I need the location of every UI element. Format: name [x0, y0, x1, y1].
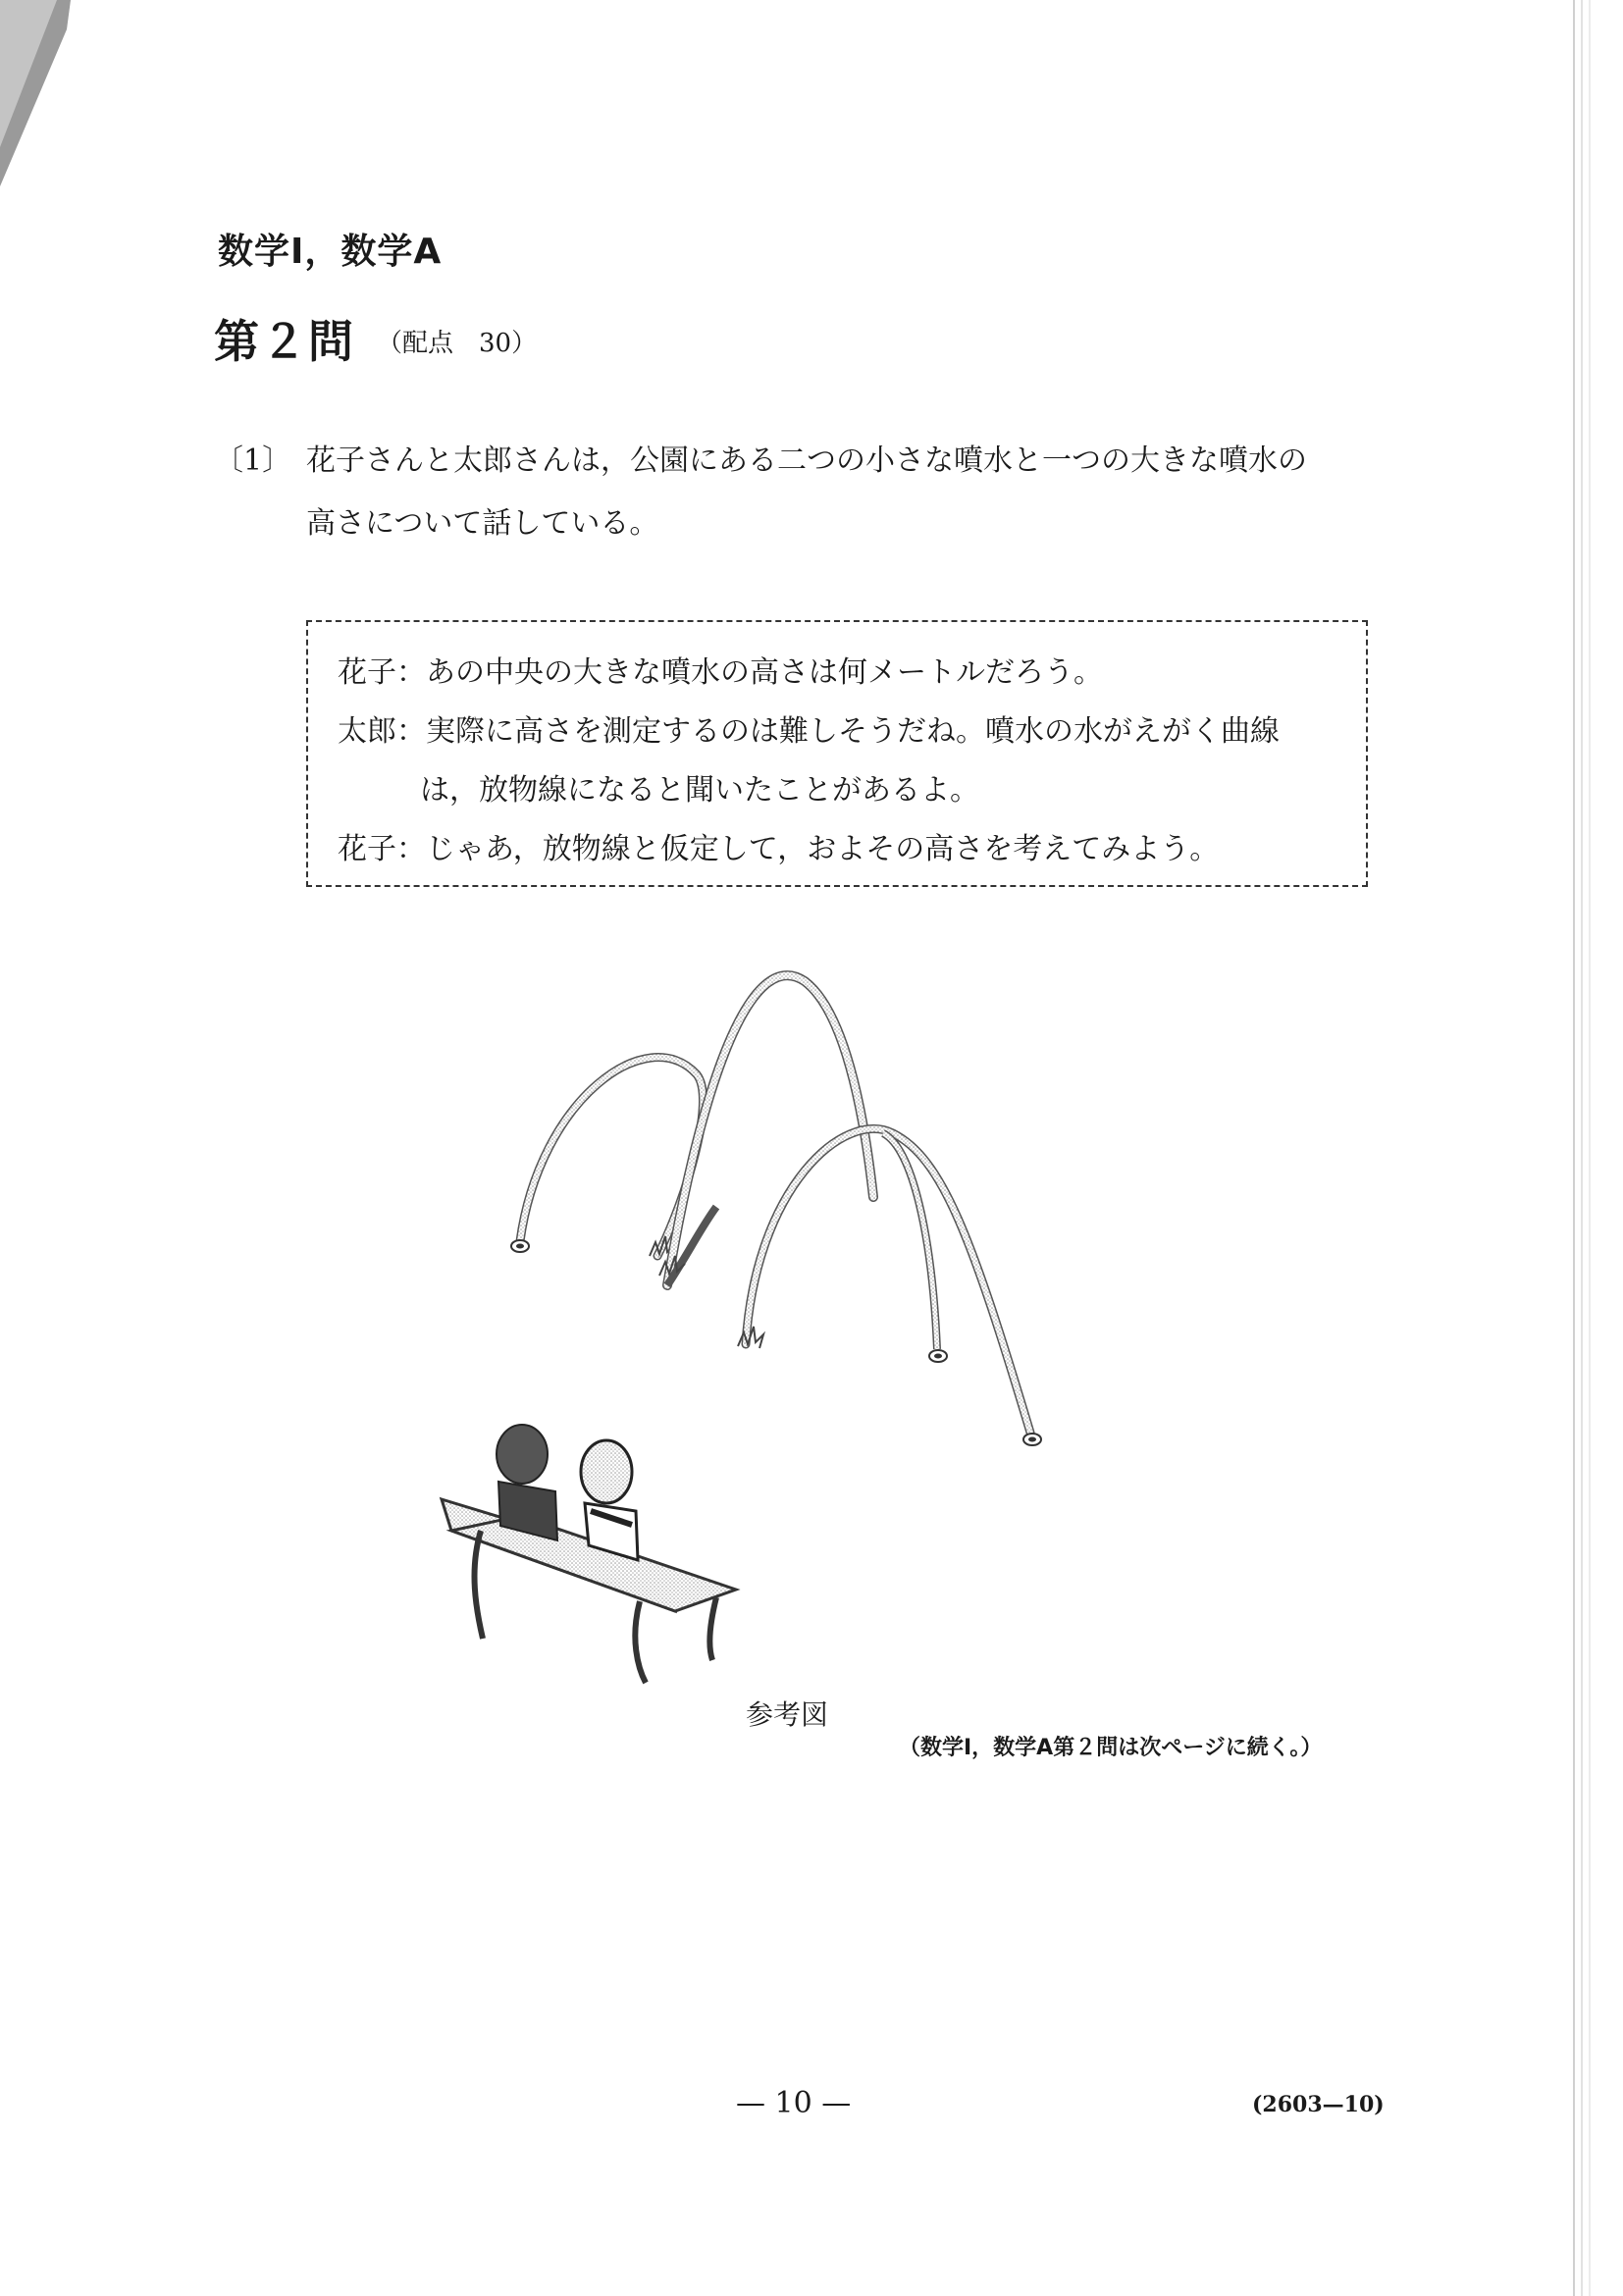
- points-allocation: （配点 30）: [377, 329, 538, 358]
- problem-heading: [214, 306, 537, 371]
- dialogue-text: あの中央の大きな噴水の高さは何メートルだろう。: [426, 655, 1103, 690]
- right-fountain-arc: [738, 1128, 1041, 1445]
- dialogue-line-continuation: [338, 761, 1342, 820]
- speaker-name: 花子：: [338, 655, 426, 690]
- dialogue-text: 実際に高さを測定するのは難しそうだね。噴水の水がえがく曲線: [426, 714, 1280, 749]
- problem-number: 第２問: [214, 315, 355, 368]
- subquestion-label: 〔1〕: [214, 444, 292, 478]
- intro-text-1: 花子さんと太郎さんは，公園にある二つの小さな噴水と一つの大きな噴水の: [306, 444, 1307, 478]
- speaker-name: 太郎：: [338, 714, 426, 749]
- scan-corner-shadow: [0, 0, 88, 186]
- subject-title: 数学Ⅰ，数学A: [218, 232, 443, 272]
- intro-line-1: [214, 430, 1391, 493]
- dialogue-box: [306, 620, 1368, 887]
- page-number: — 10 —: [736, 2086, 852, 2120]
- intro-line-2: 高さについて話している。: [306, 506, 659, 541]
- continue-note: （数学Ⅰ，数学A第２問は次ページに続く。）: [899, 1736, 1323, 1760]
- dialogue-line: [338, 820, 1342, 879]
- figure-caption: 参考図: [746, 1698, 829, 1731]
- dialogue-line: [338, 644, 1342, 703]
- dialogue-line: [338, 703, 1342, 761]
- fountain-illustration-icon: [422, 962, 1168, 1688]
- exam-code: (2603—10): [1252, 2092, 1385, 2117]
- scan-edge-lines: [1554, 0, 1623, 2296]
- dialogue-text: じゃあ，放物線と仮定して，およその高さを考えてみよう。: [426, 832, 1220, 866]
- speaker-name: 花子：: [338, 832, 426, 866]
- dialogue-text: は，放物線になると聞いたことがあるよ。: [420, 773, 979, 808]
- problem-intro: [214, 430, 1391, 555]
